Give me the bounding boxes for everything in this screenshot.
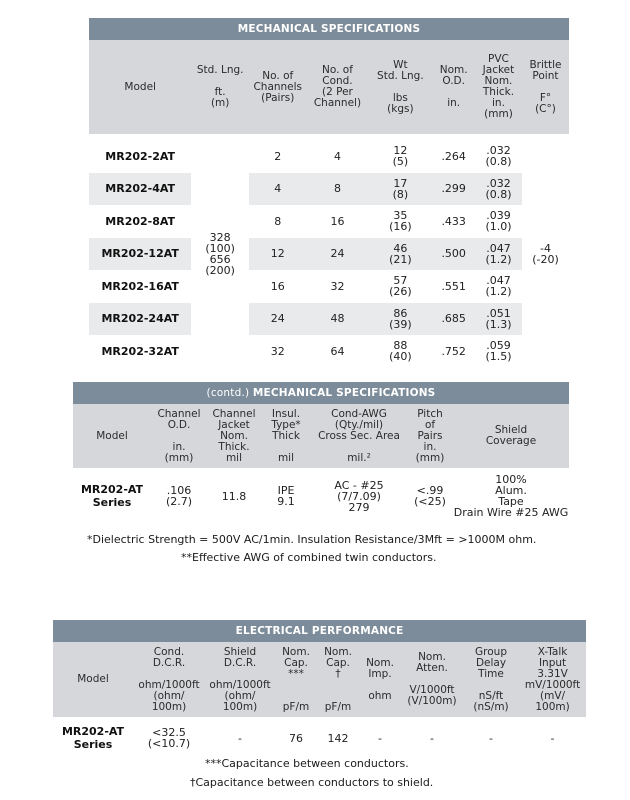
channels-cell: 12 [249,238,307,271]
weight-cell: 86 (39) [368,303,432,336]
model-cell: MR202-32AT [101,344,179,358]
group-delay-cell: - [489,731,493,745]
conductors-cell: 32 [330,279,345,293]
od-cell: .685 [432,303,475,336]
capacitance-note: ***Capacitance between conductors. [205,757,409,770]
channels-cell: 24 [249,303,307,336]
contd-mechanical-specs-title [73,382,569,404]
header-insulation: Insul. Type* Thick mil [261,404,311,468]
header-shield-coverage: Shield Coverage [453,404,569,468]
header-xtalk: X-Talk Input 3.31V mV/1000ft (mV/ 100m) [519,642,586,717]
impedance-cell: - [378,731,382,745]
header-channels: No. of Channels (Pairs) [249,40,307,134]
weight-cell: 12 (5) [392,144,409,169]
od-cell: .264 [441,149,466,163]
header-pitch: Pitch of Pairs in. (mm) [407,404,453,468]
header-model: Model [53,642,133,717]
table-row [89,238,569,271]
header-channel-jacket: Channel Jacket Nom. Thick. mil [207,404,261,468]
od-cell: .752 [441,344,466,358]
header-weight: Wt Std. Lng. lbs (kgs) [368,40,432,134]
weight-cell: 35 (16) [389,209,412,234]
header-brittle-point: Brittle Point F° (C°) [522,40,569,134]
electrical-performance-table [53,620,586,754]
table-row [89,140,569,173]
conductors-cell: 64 [330,344,345,358]
model-cell: MR202-24AT [89,303,191,336]
od-cell: .433 [441,214,466,228]
table-row [89,205,569,238]
header-cap-conductors: Nom. Cap. *** pF/m [275,642,317,717]
channels-cell: 16 [270,279,285,293]
weight-cell: 57 (26) [389,274,412,299]
header-attenuation: Nom. Atten. V/1000ft (V/100m) [401,642,463,717]
shield-coverage-cell: 100% Alum. Tape Drain Wire #25 AWG [453,474,569,518]
model-cell: MR202-AT Series [80,483,144,509]
model-cell: MR202-4AT [89,173,191,206]
mechanical-specs-table [89,18,569,368]
header-pvc-jacket: PVC Jacket Nom. Thick. in. (mm) [475,40,522,134]
pitch-cell: <.99 (<25) [414,484,446,508]
pvc-cell: .032 (0.8) [485,144,512,169]
channels-cell: 32 [270,344,285,358]
weight-cell: 46 (21) [368,238,432,271]
table-row [89,270,569,303]
header-impedance: Nom. Imp. ohm [359,642,401,717]
header-shield-dcr: Shield D.C.R. ohm/1000ft (ohm/ 100m) [205,642,275,717]
channels-cell: 2 [274,149,282,163]
channel-od-cell: .106 (2.7) [165,484,193,508]
attenuation-cell: - [430,731,434,745]
table-row [89,173,569,206]
insulation-cell: IPE 9.1 [277,484,295,508]
model-cell: MR202-2AT [105,149,176,163]
header-cond-dcr: Cond. D.C.R. ohm/1000ft (ohm/ 100m) [133,642,205,717]
cond-dcr-cell: <32.5 (<10.7) [147,726,191,750]
model-cell: MR202-8AT [105,214,176,228]
conductors-cell: 48 [307,303,369,336]
pvc-cell: .032 (0.8) [475,173,522,206]
pvc-cell: .047 (1.2) [485,274,512,299]
header-cap-shield: Nom. Cap. † pF/m [317,642,359,717]
channels-cell: 4 [249,173,307,206]
pvc-cell: .059 (1.5) [485,339,512,364]
pvc-cell: .039 (1.0) [485,209,512,234]
header-od: Nom. O.D. in. [432,40,475,134]
contd-title-text: MECHANICAL SPECIFICATIONS [252,387,436,399]
table-row [73,474,569,518]
contd-prefix: (contd.) [206,387,253,399]
cap-conductors-cell: 76 [289,731,303,745]
header-conductors: No. of Cond. (2 Per Channel) [307,40,369,134]
mechanical-specs-title: MECHANICAL SPECIFICATIONS [89,18,569,40]
conductors-cell: 24 [307,238,369,271]
header-model: Model [89,40,191,134]
dielectric-note: *Dielectric Strength = 500V AC/1min. Insulation Resistance/3Mft = >1000M ohm. [87,533,537,546]
cap-shield-cell: 142 [327,731,349,745]
header-model: Model [73,404,151,468]
weight-cell: 17 (8) [368,173,432,206]
awg-note: **Effective AWG of combined twin conductors. [181,551,437,564]
shield-dcr-cell: - [238,731,242,745]
std-length-cell: 328 (100) 656 (200) [205,230,235,277]
contd-mechanical-specs-table [73,382,569,518]
conductors-cell: 16 [330,214,345,228]
pvc-cell: .051 (1.3) [475,303,522,336]
channel-jacket-cell: 11.8 [221,489,247,503]
electrical-performance-title: ELECTRICAL PERFORMANCE [53,620,586,642]
pvc-cell: .047 (1.2) [475,238,522,271]
table-row [89,303,569,336]
cond-awg-cell: AC - #25 (7/7.09) 279 [334,478,384,514]
table-row [89,335,569,368]
conductors-cell: 8 [307,173,369,206]
od-cell: .299 [432,173,475,206]
weight-cell: 88 (40) [389,339,412,364]
table-row [53,722,586,754]
od-cell: .500 [432,238,475,271]
model-cell: MR202-16AT [101,279,179,293]
channels-cell: 8 [274,214,282,228]
header-std-length: Std. Lng. ft. (m) [191,40,249,134]
xtalk-cell: - [550,731,555,745]
capacitance-shield-note: †Capacitance between conductors to shield. [190,776,434,789]
header-channel-od: Channel O.D. in. (mm) [151,404,207,468]
brittle-point-cell: -4 (-20) [532,241,559,266]
header-cond-awg: Cond-AWG (Qty./mil) Cross Sec. Area mil.² [311,404,407,468]
model-cell: MR202-AT Series [61,725,125,751]
od-cell: .551 [441,279,466,293]
conductors-cell: 4 [333,149,341,163]
header-group-delay: Group Delay Time nS/ft (nS/m) [463,642,519,717]
model-cell: MR202-12AT [89,238,191,271]
